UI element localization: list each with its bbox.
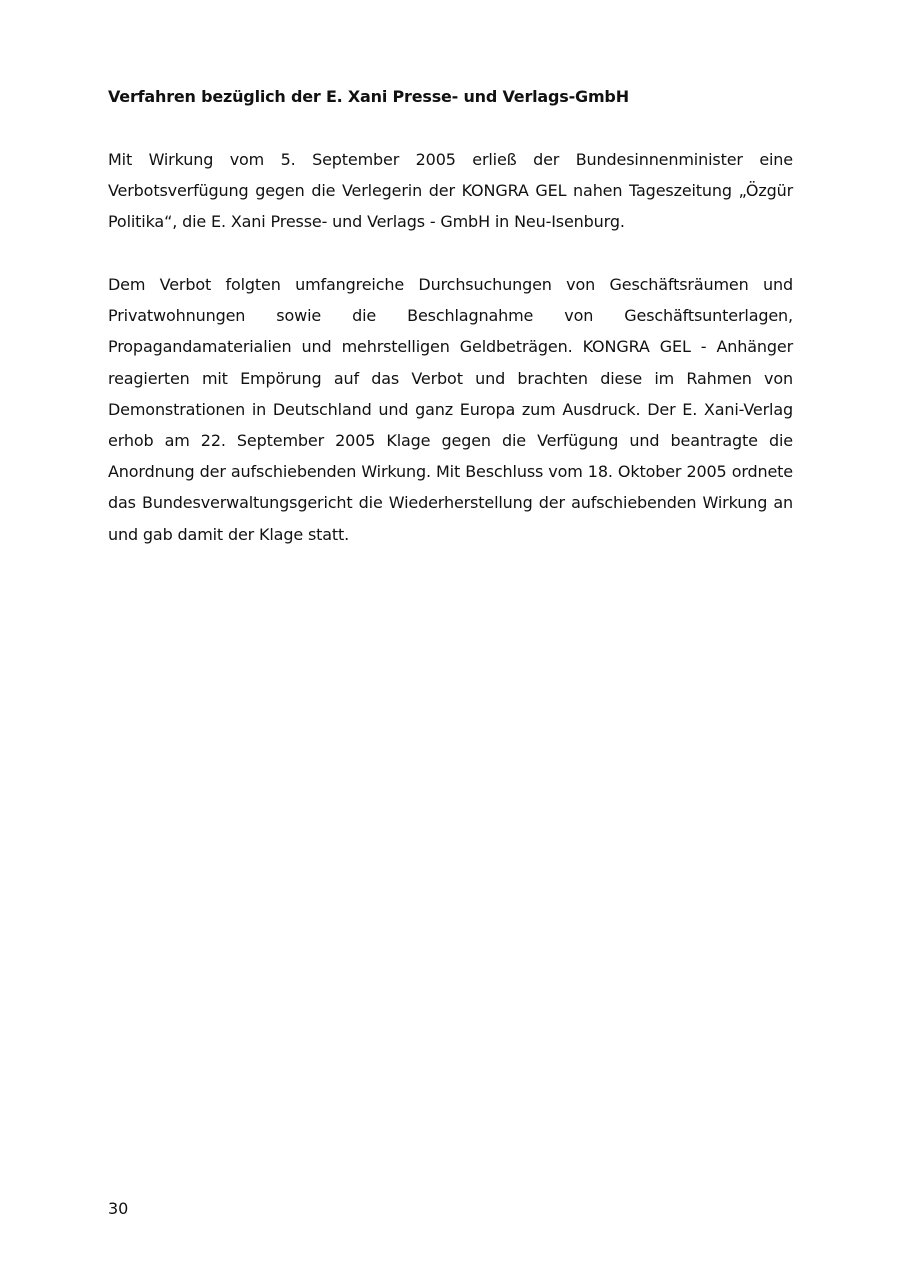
- paragraph-durchsuchungen-klage: Dem Verbot folgten umfangreiche Durchsuchungen von Geschäftsräumen und Privatwohnungen sowie die Beschlagnahme von Geschäftsunterlagen, Propagandamaterialien und mehrstelligen Geldbeträgen. KONGRA GEL - Anhänger reagierten mit Empörung auf das Verbot und brachten diese im Rahmen von Demonstrationen in Deutschland und ganz Europa zum Ausdruck. Der E. Xani-Verlag erhob am 22. September 2005 Klage gegen die Verfügung und beantragte die Anordnung der aufschiebenden Wirkung. Mit Beschluss vom 18. Oktober 2005 ordnete das Bundesverwaltungsgericht die Wiederherstellung der aufschiebenden Wirkung an und gab damit der Klage statt.: [108, 275, 793, 544]
- page-number: 30: [108, 1199, 129, 1218]
- paragraph-verbotsverfuegung: Mit Wirkung vom 5. September 2005 erließ der Bundesinnenminister eine Verbotsverfügung gegen die Verlegerin der KONGRA GEL nahen Tageszeitung „Özgür Politika“, die E. Xani Presse- und Verlags - GmbH in Neu-Isenburg.: [108, 150, 793, 232]
- section-heading: Verfahren bezüglich der E. Xani Presse- und Verlags-GmbH: [108, 87, 629, 106]
